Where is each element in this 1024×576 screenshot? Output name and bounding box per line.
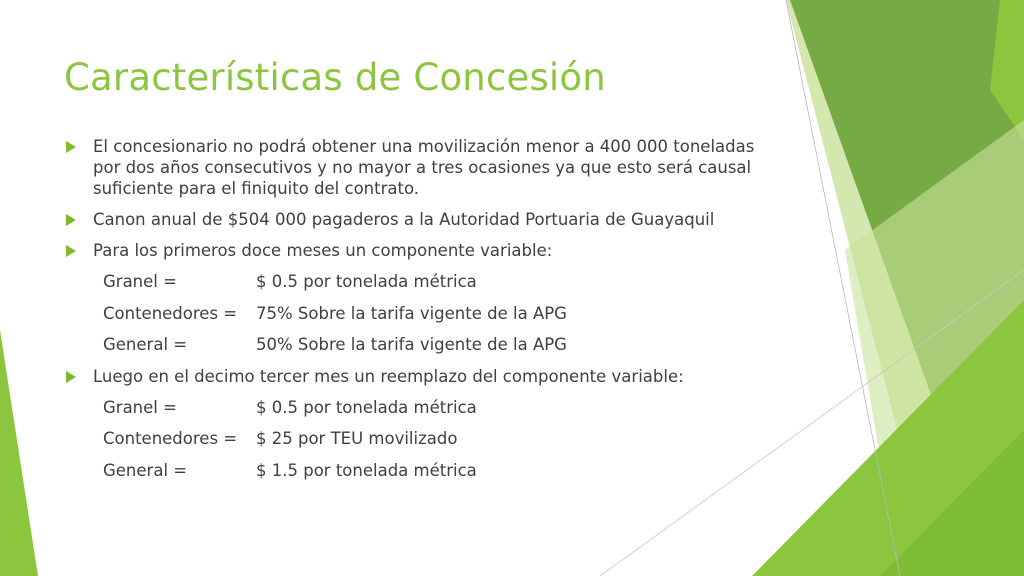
- bullet-text: Luego en el decimo tercer mes un reemplazo del componente variable:: [93, 366, 684, 386]
- tariff-value: 75% Sobre la tarifa vigente de la APG: [256, 303, 567, 323]
- tariff-label: Contenedores =: [103, 429, 238, 448]
- bullet-text: Para los primeros doce meses un componente variable:: [93, 241, 553, 260]
- tariff-value: $ 25 por TEU movilizado: [256, 429, 458, 448]
- tariff-row: [103, 428, 784, 449]
- tariff-label: Granel =: [103, 397, 177, 417]
- bullet-item: [64, 209, 784, 230]
- slide-content: [64, 136, 784, 491]
- tariff-value: $ 0.5 por tonelada métrica: [256, 272, 477, 291]
- tariff-row: [103, 460, 784, 481]
- tariff-row: [103, 271, 784, 292]
- bullet-text: Canon anual de $504 000 pagaderos a la Autoridad Portuaria de Guayaquil: [93, 210, 715, 229]
- bullet-item: [64, 136, 784, 199]
- bullet-arrow-icon: [66, 371, 76, 383]
- bullet-arrow-icon: [66, 214, 76, 226]
- tariff-row: [103, 303, 784, 324]
- tariff-value: $ 0.5 por tonelada métrica: [256, 397, 477, 417]
- left-green-shape: [0, 330, 38, 576]
- tariff-label: Granel =: [103, 272, 177, 291]
- bullet-item: [64, 366, 784, 387]
- tariff-value: 50% Sobre la tarifa vigente de la APG: [256, 335, 567, 354]
- slide-title: Características de Concesión: [64, 56, 606, 99]
- tariff-row: [103, 334, 784, 355]
- tariff-label: General =: [103, 460, 188, 480]
- tariff-value: $ 1.5 por tonelada métrica: [256, 460, 477, 480]
- tariff-row: [103, 397, 784, 418]
- bullet-text: El concesionario no podrá obtener una movilización menor a 400 000 toneladas por dos años consecutivos y no mayor a tres ocasiones ya que esto será causal suficiente para el finiquito del contrato.: [93, 137, 755, 198]
- bullet-arrow-icon: [66, 245, 76, 257]
- bullet-item: [64, 240, 784, 261]
- tariff-label: General =: [103, 335, 188, 354]
- bullet-arrow-icon: [66, 141, 76, 153]
- tariff-label: Contenedores =: [103, 303, 238, 323]
